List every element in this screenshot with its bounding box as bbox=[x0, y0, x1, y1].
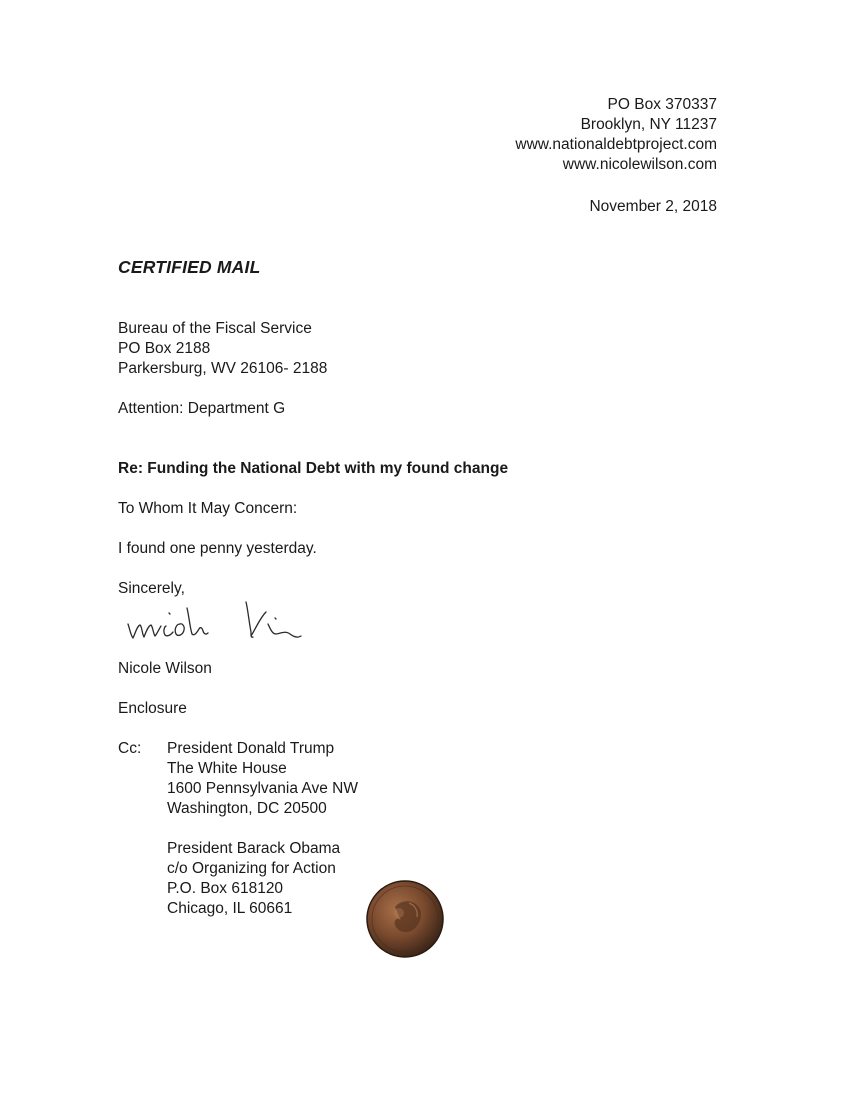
cc-recipient-line: President Donald Trump bbox=[167, 740, 335, 757]
sender-website-link: www.nicolewilson.com bbox=[562, 156, 717, 173]
cc-recipient-line: Chicago, IL 60661 bbox=[167, 900, 293, 917]
signer-name: Nicole Wilson bbox=[118, 660, 212, 677]
signature bbox=[120, 596, 310, 648]
sender-address-line: Brooklyn, NY 11237 bbox=[580, 116, 717, 133]
cc-recipient-line: P.O. Box 618120 bbox=[167, 880, 284, 897]
cc-recipient bbox=[167, 739, 358, 819]
sender-address-line: PO Box 370337 bbox=[607, 96, 717, 113]
cc-recipient-line: The White House bbox=[167, 760, 287, 777]
mail-type-heading: CERTIFIED MAIL bbox=[118, 257, 261, 277]
closing: Sincerely, bbox=[118, 580, 185, 597]
recipient-address-line: Bureau of the Fiscal Service bbox=[118, 320, 312, 337]
recipient-address-line: Parkersburg, WV 26106- 2188 bbox=[118, 360, 328, 377]
penny-coin-icon bbox=[365, 879, 445, 959]
sender-website-link: www.nationaldebtproject.com bbox=[515, 136, 717, 153]
attention-line: Attention: Department G bbox=[118, 400, 286, 417]
cc-recipient-line: Washington, DC 20500 bbox=[167, 800, 327, 817]
recipient-address-line: PO Box 2188 bbox=[118, 340, 211, 357]
cc-recipient-line: President Barack Obama bbox=[167, 840, 341, 857]
cc-recipient-line: c/o Organizing for Action bbox=[167, 860, 336, 877]
letter-date: November 2, 2018 bbox=[589, 198, 717, 215]
letter-body: I found one penny yesterday. bbox=[118, 540, 317, 557]
sender-address bbox=[515, 95, 717, 175]
enclosure-note: Enclosure bbox=[118, 700, 187, 717]
salutation: To Whom It May Concern: bbox=[118, 500, 298, 517]
cc-label: Cc: bbox=[118, 740, 142, 757]
cc-recipient bbox=[167, 839, 340, 919]
cc-recipient-line: 1600 Pennsylvania Ave NW bbox=[167, 780, 358, 797]
subject-line: Re: Funding the National Debt with my found change bbox=[118, 460, 509, 477]
recipient-address bbox=[118, 319, 327, 379]
